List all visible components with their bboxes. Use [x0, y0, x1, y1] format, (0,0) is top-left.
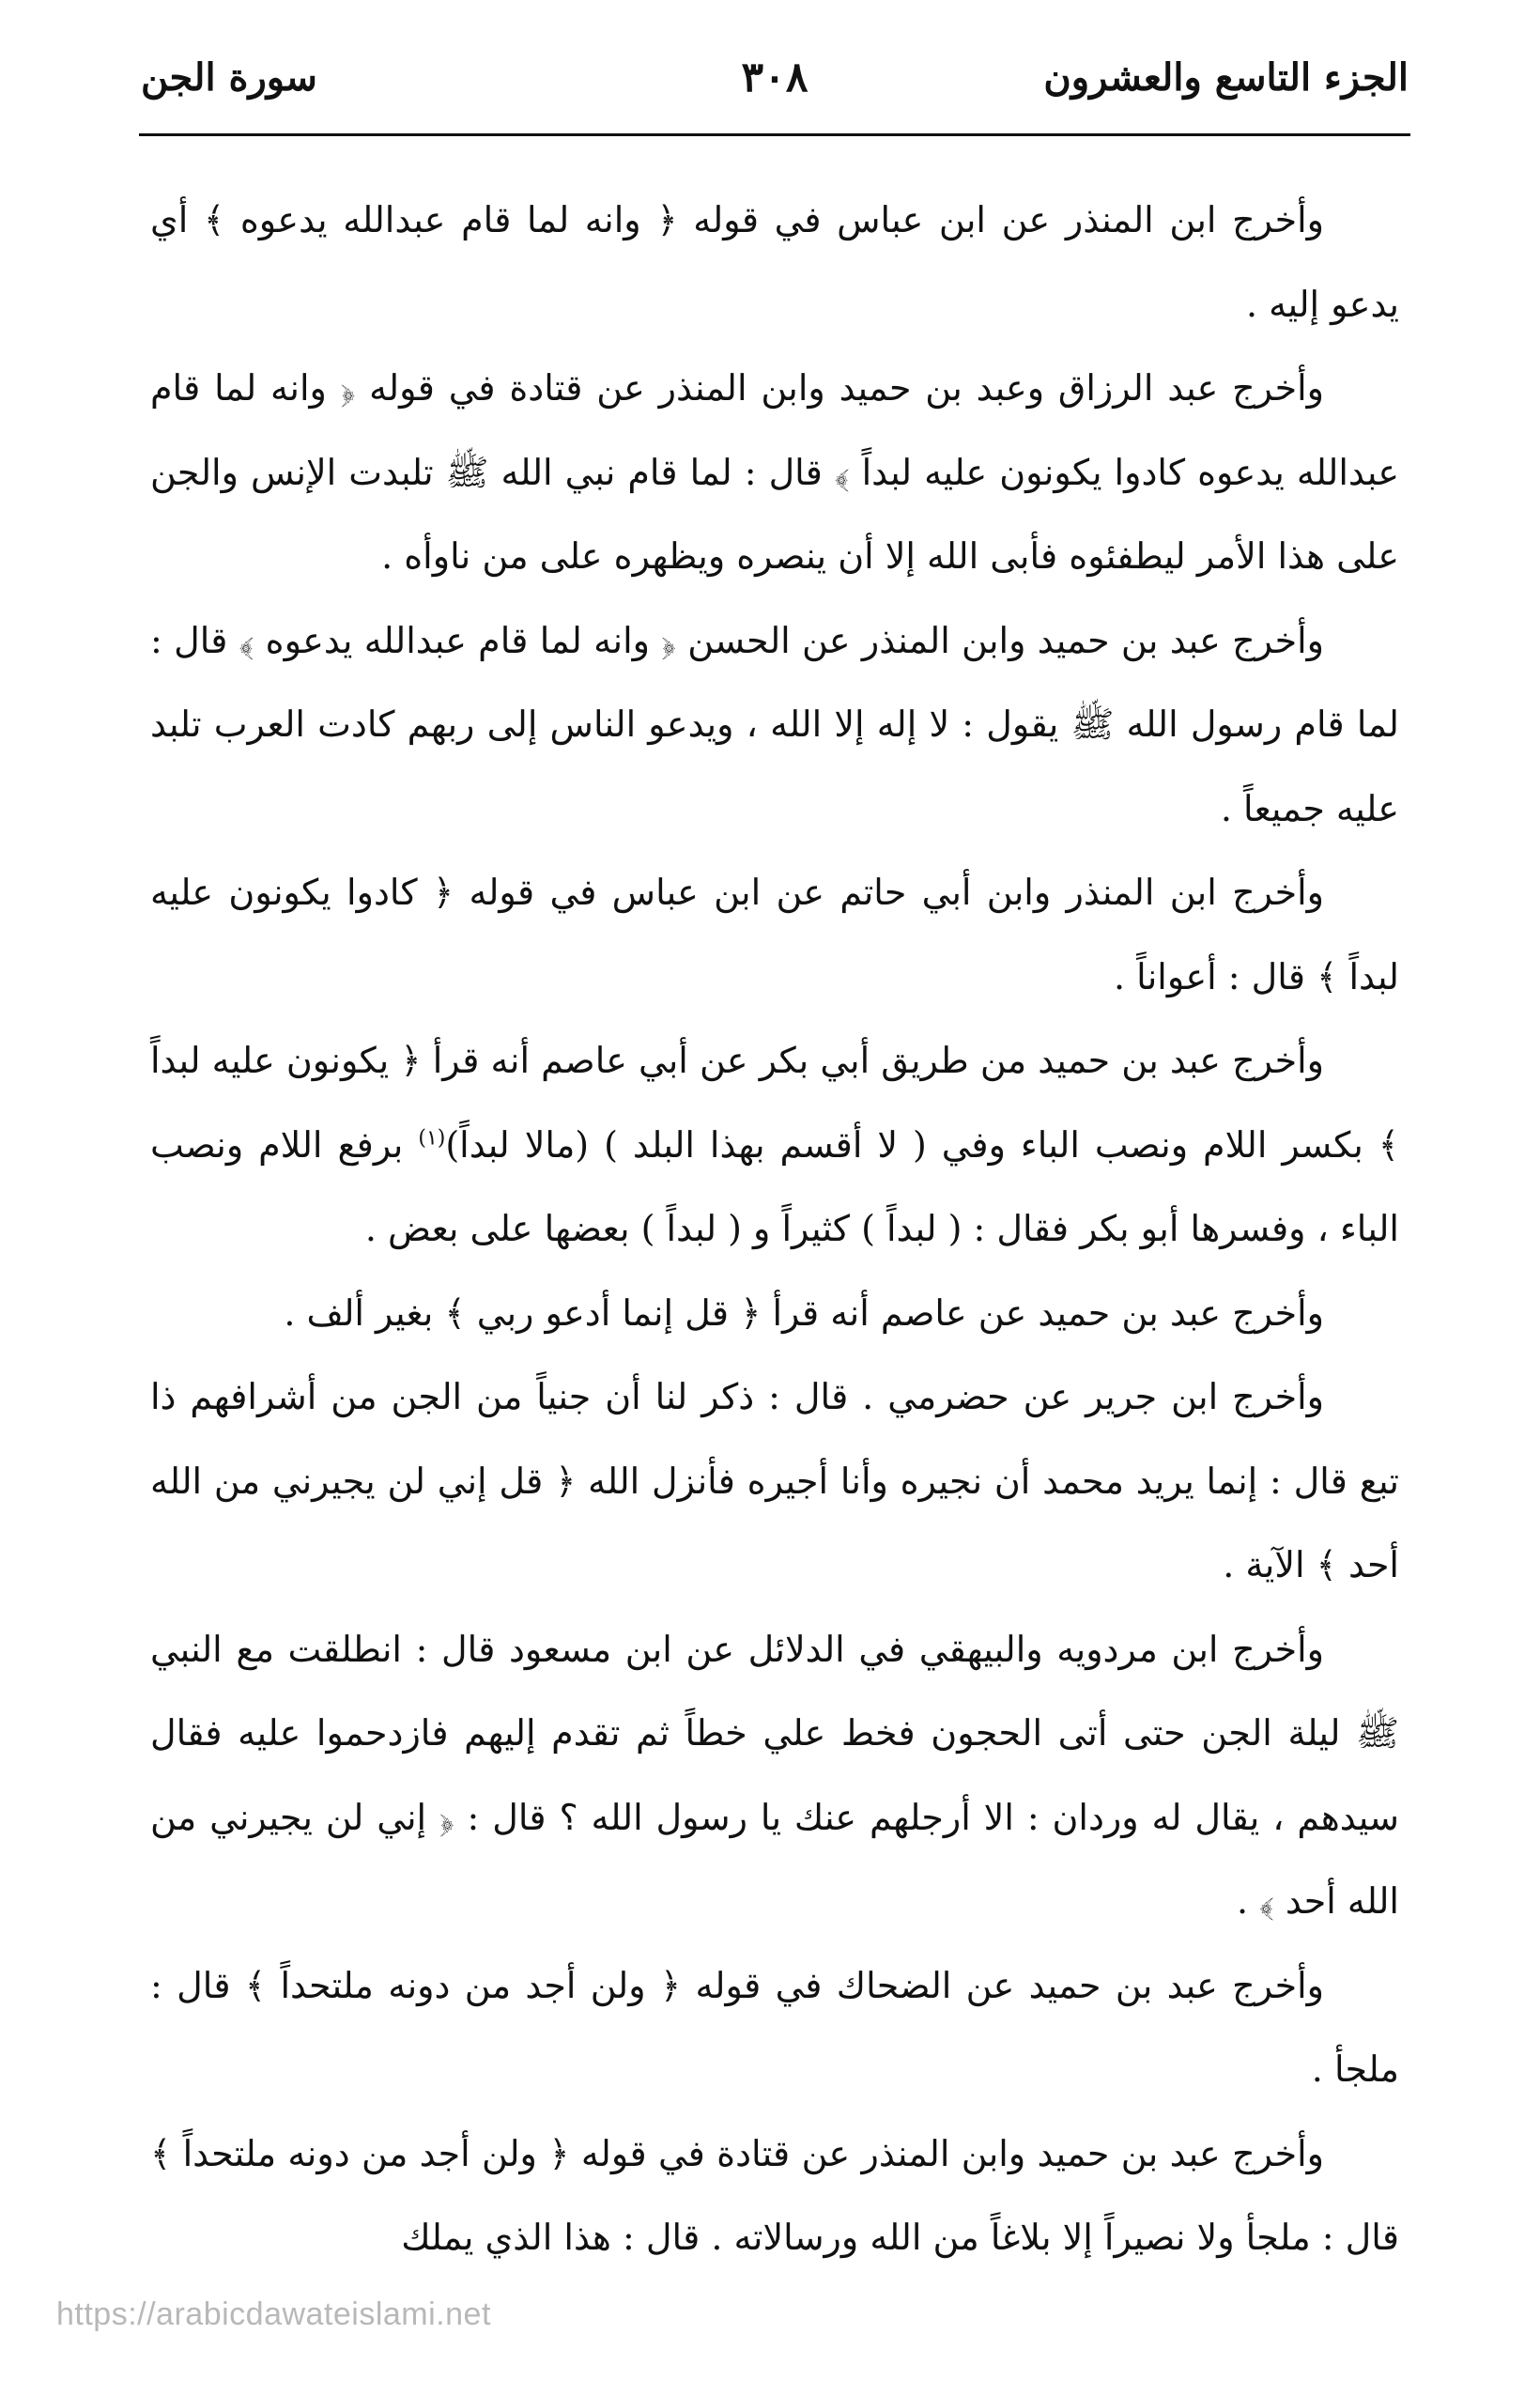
footnote-marker: (١): [418, 1125, 446, 1150]
paragraph: وأخرج ابن المنذر وابن أبي حاتم عن ابن عباس في قوله ﴿ كادوا يكونون عليه لبداً ﴾ قال : أعواناً .: [150, 872, 1399, 997]
paragraph: [150, 1019, 1399, 1272]
paragraph: وأخرج ابن جرير عن حضرمي . قال : ذكر لنا أن جنياً من الجن من أشرافهم ذا تبع قال : إنما يريد محمد أن نجيره وأنا أجيره فأنزل الله ﴿ قل إني لن يجيرني من الله أحد ﴾ الآية .: [150, 1376, 1399, 1585]
paragraph: وأخرج ابن المنذر عن ابن عباس في قوله ﴿ وانه لما قام عبدالله يدعوه ﴾ أي يدعو إليه .: [150, 199, 1399, 325]
paragraph-text: وأخرج عبد بن حميد من طريق أبي بكر عن أبي عاصم أنه قرأ ﴿ يكونون عليه لبداً ﴾ بكسر اللام ونصب الباء وفي ( لا أقسم بهذا البلد ) (مالا لبداً): [150, 1040, 1399, 1166]
paragraph: وأخرج عبد بن حميد عن عاصم أنه قرأ ﴿ قل إنما أدعو ربي ﴾ بغير ألف .: [284, 1291, 1324, 1334]
paragraph-text-tail: برفع اللام ونصب الباء ، وفسرها أبو بكر فقال : ( لبداً ) كثيراً و ( لبداً ) بعضها على بعض .: [150, 1123, 1399, 1249]
header-divider: [139, 133, 1410, 136]
paragraph: وأخرج عبد بن حميد عن الضحاك في قوله ﴿ ولن أجد من دونه ملتحداً ﴾ قال : ملجأ .: [150, 1964, 1399, 2090]
watermark-url: https://arabicdawateislami.net: [56, 2296, 491, 2332]
running-head-part: الجزء التاسع والعشرون: [1043, 55, 1409, 100]
running-head-surah: سورة الجن: [141, 55, 317, 100]
paragraph: وأخرج عبد الرزاق وعبد بن حميد وابن المنذر عن قتادة في قوله ﴿ وانه لما قام عبدالله يدعوه كادوا يكونون عليه لبداً ﴾ قال : لما قام نبي الله ﷺ تلبدت الإنس والجن على هذا الأمر ليطفئوه فأبى الله إلا أن ينصره ويظهره على من ناوأه .: [150, 367, 1399, 577]
page-number: ٣٠٨: [741, 54, 808, 101]
paragraph: وأخرج عبد بن حميد وابن المنذر عن قتادة في قوله ﴿ ولن أجد من دونه ملتحداً ﴾ قال : ملجأ ولا نصيراً إلا بلاغاً من الله ورسالاته . قال : هذا الذي يملك: [150, 2132, 1399, 2258]
page-header: [141, 36, 1409, 120]
paragraph: وأخرج عبد بن حميد وابن المنذر عن الحسن ﴿ وانه لما قام عبدالله يدعوه ﴾ قال : لما قام رسول الله ﷺ يقول : لا إله إلا الله ، ويدعو الناس إلى ربهم كادت العرب تلبد عليه جميعاً .: [150, 619, 1399, 829]
paragraph: وأخرج ابن مردويه والبيهقي في الدلائل عن ابن مسعود قال : انطلقت مع النبي ﷺ ليلة الجن حتى أتى الحجون فخط علي خطاً ثم تقدم إليهم فازدحموا عليه فقال سيدهم ، يقال له وردان : الا أرجلهم عنك يا رسول الله ؟ قال : ﴿ إني لن يجيرني من الله أحد ﴾ .: [150, 1628, 1399, 1922]
page-body: [150, 178, 1399, 2280]
